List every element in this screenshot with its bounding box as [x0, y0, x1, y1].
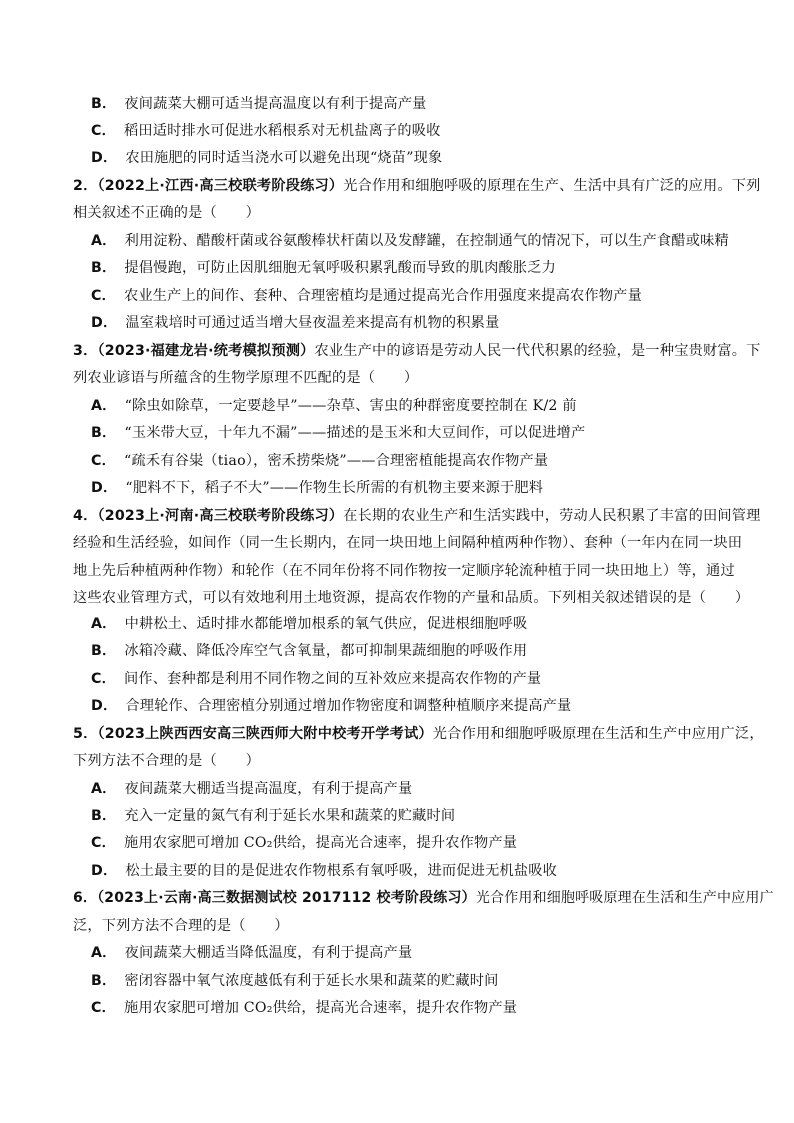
question-continuation [73, 751, 260, 771]
question-number: 3． [73, 343, 98, 359]
option-text: 利用淀粉、醋酸杆菌或谷氨酸棒状杆菌以及发酵罐，在控制通气的情况下，可以生产食醋或味精 [124, 233, 729, 249]
question-number: 6． [73, 890, 98, 906]
option-label: C． [91, 288, 116, 304]
question-continuation [73, 533, 742, 553]
question-source: （2022上·江西·高三校联考阶段练习） [97, 178, 344, 194]
option-line [91, 423, 585, 443]
option-text: “疏禾有谷粜（tiao），密禾捞柴烧”——合理密植能提高农作物产量 [124, 453, 549, 469]
question-continuation [73, 916, 289, 936]
option-line [91, 943, 412, 963]
option-text: 施用农家肥可增加 CO₂供给，提高光合速率，提升农作物产量 [124, 835, 518, 851]
question-stem [73, 724, 764, 744]
question-text: 在长期的农业生产和生活实践中，劳动人民积累了丰富的田间管理 [343, 508, 761, 524]
option-label: C． [91, 453, 116, 469]
question-stem [73, 176, 761, 196]
option-label: A． [91, 233, 117, 249]
question-continuation [73, 588, 749, 608]
question-text: 光合作用和细胞呼吸原理在生活和生产中应用广 [475, 890, 774, 906]
option-text: 充入一定量的氮气有利于延长水果和蔬菜的贮藏时间 [124, 808, 456, 824]
option-line [91, 396, 577, 416]
question-source: （2023上·云南·高三数据测试校 2017112 校考阶段练习） [97, 890, 476, 906]
option-text: “玉米带大豆，十年九不漏”——描述的是玉米和大豆间作，可以促进增产 [124, 425, 586, 441]
question-text: 这些农业管理方式，可以有效地利用土地资源，提高农作物的产量和品质。下列相关叙述错误的是（ ） [73, 590, 750, 606]
option-label: B． [91, 643, 117, 659]
question-source: （2023·福建龙岩·统考模拟预测） [97, 343, 315, 359]
option-line [91, 779, 412, 799]
option-label: D． [91, 315, 118, 331]
option-line [91, 148, 442, 168]
option-text: 稻田适时排水可促进水稻根系对无机盐离子的吸收 [124, 123, 441, 139]
question-source: （2023上·河南·高三校联考阶段练习） [97, 508, 344, 524]
option-label: C． [91, 835, 116, 851]
option-label: D． [91, 863, 118, 879]
option-text: “除虫如除草，一定要趁早”——杂草、害虫的种群密度要控制在 K/2 前 [124, 398, 577, 414]
question-text: 经验和生活经验，如间作（同一生长期内，在同一块田地上间隔种植两种作物）、套种（一年内在同一块田 [73, 535, 743, 551]
option-label: D． [91, 480, 118, 496]
option-line [91, 614, 527, 634]
option-label: A． [91, 398, 117, 414]
option-text: 夜间蔬菜大棚适当提高温度，有利于提高产量 [124, 781, 413, 797]
option-line [91, 478, 543, 498]
question-text: 相关叙述不正确的是（ ） [73, 205, 261, 221]
question-stem [73, 506, 761, 526]
option-text: 中耕松土、适时排水都能增加根系的氧气供应，促进根细胞呼吸 [124, 616, 528, 632]
question-text: 列农业谚语与所蕴含的生物学原理不匹配的是（ ） [73, 370, 419, 386]
option-label: A． [91, 616, 117, 632]
option-line [91, 971, 498, 991]
question-stem [73, 888, 774, 908]
option-text: 温室栽培时可通过适当增大昼夜温差来提高有机物的积累量 [125, 315, 500, 331]
question-text: 光合作用和细胞呼吸原理在生活和生产中应用广泛， [432, 726, 764, 742]
option-text: 农业生产上的间作、套种、合理密植均是通过提高光合作用强度来提高农作物产量 [124, 288, 642, 304]
option-label: B． [91, 973, 117, 989]
option-text: 间作、套种都是利用不同作物之间的互补效应来提高农作物的产量 [124, 671, 542, 687]
option-line [91, 94, 427, 114]
option-line [91, 313, 499, 333]
option-line [91, 833, 517, 853]
option-text: 松土最主要的目的是促进农作物根系有氧呼吸，进而促进无机盐吸收 [125, 863, 558, 879]
question-source: （2023上陕西西安高三陕西师大附中校考开学考试） [97, 726, 433, 742]
option-text: 提倡慢跑，可防止因肌细胞无氧呼吸积累乳酸而导致的肌肉酸胀乏力 [124, 260, 557, 276]
option-text: 合理轮作、合理密植分别通过增加作物密度和调整种植顺序来提高产量 [125, 698, 572, 714]
question-number: 4． [73, 508, 98, 524]
option-label: A． [91, 945, 117, 961]
option-text: 冰箱冷藏、降低冷库空气含氧量，都可抑制果蔬细胞的呼吸作用 [124, 643, 528, 659]
question-continuation [73, 203, 260, 223]
option-line [91, 258, 556, 278]
option-label: B． [91, 260, 117, 276]
option-line [91, 286, 642, 306]
option-line [91, 696, 571, 716]
question-text: 地上先后种植两种作物）和轮作（在不同年份将不同作物按一定顺序轮流种植于同一块田地上）等，通过 [73, 563, 735, 579]
option-text: 农田施肥的同时适当浇水可以避免出现“烧苗”现象 [125, 150, 443, 166]
option-label: D． [91, 150, 118, 166]
option-line [91, 806, 455, 826]
question-number: 5． [73, 726, 98, 742]
question-stem [73, 341, 761, 361]
option-label: C． [91, 1000, 116, 1016]
question-continuation [73, 368, 418, 388]
question-text: 光合作用和细胞呼吸的原理在生产、生活中具有广泛的应用。下列 [343, 178, 761, 194]
question-text: 下列方法不合理的是（ ） [73, 753, 261, 769]
question-number: 2． [73, 178, 98, 194]
option-label: B． [91, 425, 117, 441]
option-text: 施用农家肥可增加 CO₂供给，提高光合速率，提升农作物产量 [124, 1000, 518, 1016]
option-label: C． [91, 671, 116, 687]
option-line [91, 231, 729, 251]
option-label: C． [91, 123, 116, 139]
option-line [91, 998, 517, 1018]
option-line [91, 451, 548, 471]
option-text: “肥料不下，稻子不大”——作物生长所需的有机物主要来源于肥料 [125, 480, 544, 496]
option-line [91, 861, 557, 881]
option-label: D． [91, 698, 118, 714]
option-text: 密闭容器中氧气浓度越低有利于延长水果和蔬菜的贮藏时间 [124, 973, 499, 989]
option-line [91, 121, 441, 141]
option-text: 夜间蔬菜大棚可适当提高温度以有利于提高产量 [124, 96, 427, 112]
option-label: B． [91, 96, 117, 112]
option-line [91, 669, 541, 689]
question-text: 泛，下列方法不合理的是（ ） [73, 918, 289, 934]
option-text: 夜间蔬菜大棚适当降低温度，有利于提高产量 [124, 945, 413, 961]
option-line [91, 641, 527, 661]
option-label: B． [91, 808, 117, 824]
question-text: 农业生产中的谚语是劳动人民一代代积累的经验，是一种宝贵财富。下 [314, 343, 761, 359]
option-label: A． [91, 781, 117, 797]
question-continuation [73, 561, 735, 581]
